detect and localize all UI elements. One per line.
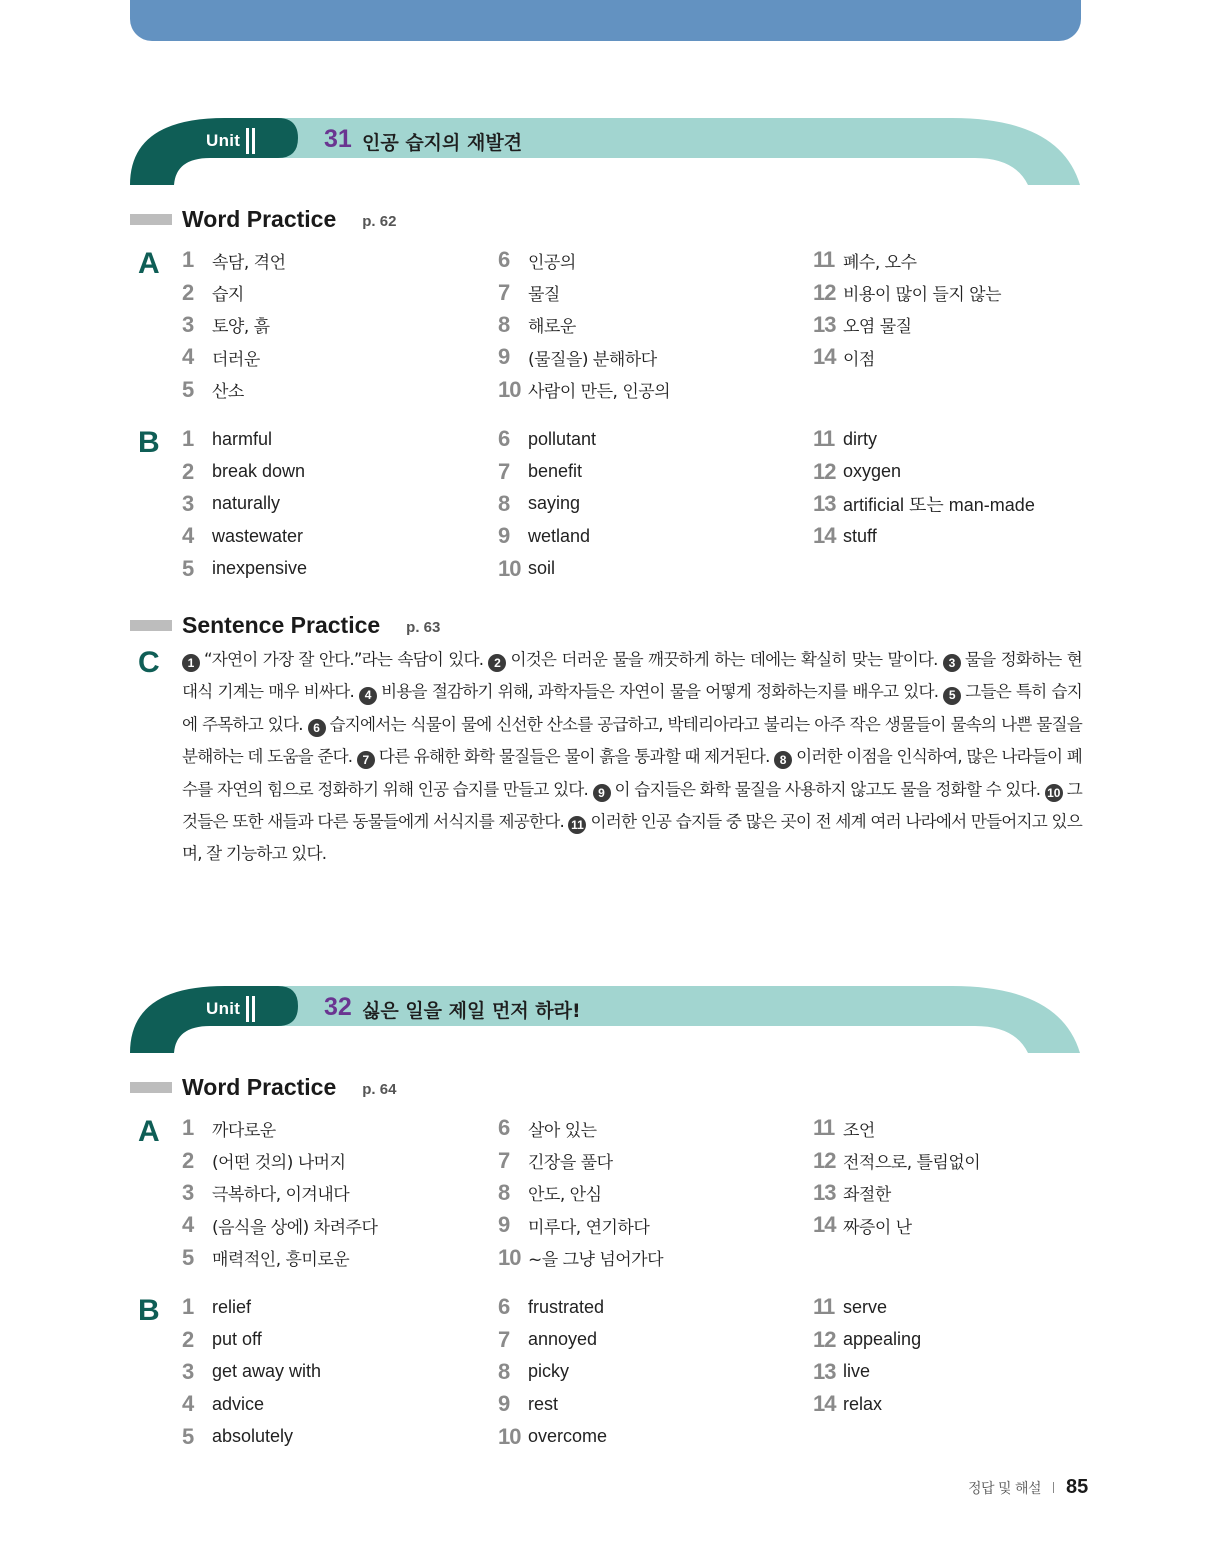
circled-number-icon: 7 xyxy=(357,751,375,769)
list-item: 6 살아 있는 xyxy=(498,1115,597,1141)
list-item: 2 break down xyxy=(182,458,306,484)
list-item: 14 relax xyxy=(813,1391,883,1417)
circled-number-icon: 4 xyxy=(359,687,377,705)
list-item: 12 oxygen xyxy=(813,458,902,484)
section-letter-a: A xyxy=(138,1115,160,1148)
circled-number-icon: 9 xyxy=(593,784,611,802)
list-item: 10 ~을 그냥 넘어가다 xyxy=(498,1244,664,1271)
page-reference: p. 64 xyxy=(362,1080,397,1098)
sentence-practice-heading: Sentence Practice p. 63 xyxy=(130,612,440,639)
unit-banner-shape xyxy=(130,117,1081,185)
list-item: 3 토양, 흙 xyxy=(182,311,270,338)
list-item: 5 absolutely xyxy=(182,1423,294,1449)
sentence: 이 습지들은 화학 물질을 사용하지 않고도 물을 정화할 수 있다. xyxy=(614,779,1041,799)
list-item: 9 rest xyxy=(498,1391,559,1417)
list-item: 8 안도, 안심 xyxy=(498,1179,602,1206)
section-letter-b: B xyxy=(138,426,160,459)
unit-title: 인공 습지의 재발견 xyxy=(362,132,523,154)
list-item: 8 picky xyxy=(498,1358,570,1384)
page-footer xyxy=(968,1476,1088,1499)
list-item: 11 조언 xyxy=(813,1115,875,1141)
list-item: 9 미루다, 연기하다 xyxy=(498,1212,650,1238)
list-item: 2 (어떤 것의) 나머지 xyxy=(182,1147,346,1174)
double-bar-icon xyxy=(246,996,255,1022)
heading-bar xyxy=(130,620,172,631)
list-item: 1 relief xyxy=(182,1294,252,1320)
unit-number: 32 xyxy=(324,993,352,1021)
list-item: 14 짜증이 난 xyxy=(813,1212,912,1238)
footer-divider xyxy=(1053,1482,1054,1493)
unit-number: 31 xyxy=(324,125,352,153)
unit-31-banner xyxy=(130,117,1081,185)
sentence: “자연이 가장 잘 안다.”라는 속담이 있다. xyxy=(204,650,484,669)
circled-number-icon: 5 xyxy=(943,687,961,705)
list-item: 1 harmful xyxy=(182,426,273,452)
page-reference: p. 63 xyxy=(406,618,441,636)
sentence: 그것들은 또한 새들과 다른 동물들에게 서식지를 제공한다. xyxy=(182,779,1082,832)
list-item: 11 serve xyxy=(813,1294,888,1320)
circled-number-icon: 3 xyxy=(943,654,961,672)
list-item: 12 appealing xyxy=(813,1326,922,1352)
list-item: 8 해로운 xyxy=(498,311,576,338)
section-letter-c: C xyxy=(138,646,160,679)
top-header-bar xyxy=(130,0,1081,41)
section-letter-a: A xyxy=(138,247,160,280)
sentence: 비용을 절감하기 위해, 과학자들은 자연이 물을 어떻게 정화하는지를 배우고 있다. xyxy=(381,682,939,702)
page-number: 85 xyxy=(1066,1476,1089,1498)
unit-banner-shape xyxy=(130,985,1081,1053)
circled-number-icon: 6 xyxy=(308,719,326,737)
circled-number-icon: 11 xyxy=(568,816,586,834)
section-letter-b: B xyxy=(138,1294,160,1327)
list-item: 4 wastewater xyxy=(182,523,304,549)
list-item: 5 inexpensive xyxy=(182,555,308,581)
unit-32-banner xyxy=(130,985,1081,1053)
list-item: 7 benefit xyxy=(498,458,583,484)
heading-bar xyxy=(130,1082,172,1093)
list-item: 3 naturally xyxy=(182,490,281,516)
list-item: 1 속담, 격언 xyxy=(182,247,286,273)
list-item: 13 artificial 또는 man-made xyxy=(813,490,1035,516)
list-item: 10 사람이 만든, 인공의 xyxy=(498,376,671,403)
list-item: 4 더러운 xyxy=(182,344,260,370)
list-item: 12 전적으로, 틀림없이 xyxy=(813,1147,981,1174)
word-practice-heading: Word Practice p. 64 xyxy=(130,1074,396,1101)
list-item: 11 폐수, 오수 xyxy=(813,247,917,273)
list-item: 4 (음식을 상에) 차려주다 xyxy=(182,1212,378,1238)
circled-number-icon: 2 xyxy=(488,654,506,672)
sentence-practice-answers xyxy=(182,644,1082,871)
sentence: 물을 정화하는 현대식 기계는 매우 비싸다. xyxy=(182,650,1083,702)
list-item: 3 get away with xyxy=(182,1358,322,1384)
list-item: 2 습지 xyxy=(182,279,244,306)
circled-number-icon: 10 xyxy=(1045,784,1063,802)
footer-label: 정답 및 해설 xyxy=(968,1480,1042,1497)
list-item: 13 live xyxy=(813,1358,871,1384)
list-item: 10 soil xyxy=(498,555,556,581)
sentence: 이러한 인공 습지들 중 많은 곳이 전 세계 여러 나라에서 만들어지고 있으며, 잘 기능하고 있다. xyxy=(182,812,1082,864)
list-item: 6 인공의 xyxy=(498,247,576,273)
list-item: 7 물질 xyxy=(498,279,560,306)
list-item: 2 put off xyxy=(182,1326,262,1352)
list-item: 6 pollutant xyxy=(498,426,597,452)
word-practice-heading: Word Practice p. 62 xyxy=(130,206,396,233)
sentence: 습지에서는 식물이 물에 신선한 산소를 공급하고, 박테리아라고 불리는 아주 작은 생물들이 물속의 나쁜 물질을 분해하는 데 도움을 준다. xyxy=(182,714,1082,767)
circled-number-icon: 8 xyxy=(774,751,792,769)
unit-title: 싫은 일을 제일 먼저 하라! xyxy=(362,1000,581,1022)
heading-bar xyxy=(130,214,172,225)
list-item: 10 overcome xyxy=(498,1423,608,1449)
sentence: 이러한 이점을 인식하여, 많은 나라들이 폐수를 자연의 힘으로 정화하기 위해 인공 습지를 만들고 있다. xyxy=(182,747,1082,799)
list-item: 13 좌절한 xyxy=(813,1179,891,1206)
double-bar-icon xyxy=(246,128,255,154)
sentence: 이것은 더러운 물을 깨끗하게 하는 데에는 확실히 맞는 말이다. xyxy=(510,650,938,669)
list-item: 9 wetland xyxy=(498,523,591,549)
list-item: 14 stuff xyxy=(813,523,877,549)
unit-label: Unit xyxy=(206,128,255,154)
page-reference: p. 62 xyxy=(362,212,397,230)
list-item: 14 이점 xyxy=(813,344,875,370)
list-item: 11 dirty xyxy=(813,426,878,452)
unit-label: Unit xyxy=(206,996,255,1022)
list-item: 13 오염 물질 xyxy=(813,311,912,338)
list-item: 4 advice xyxy=(182,1391,265,1417)
list-item: 1 까다로운 xyxy=(182,1115,276,1141)
list-item: 7 annoyed xyxy=(498,1326,598,1352)
list-item: 5 매력적인, 흥미로운 xyxy=(182,1244,350,1271)
list-item: 6 frustrated xyxy=(498,1294,605,1320)
sentence: 그들은 특히 습지에 주목하고 있다. xyxy=(182,682,1083,734)
list-item: 12 비용이 많이 들지 않는 xyxy=(813,279,1002,306)
circled-number-icon: 1 xyxy=(182,654,200,672)
list-item: 8 saying xyxy=(498,490,581,516)
list-item: 7 긴장을 풀다 xyxy=(498,1147,613,1174)
list-item: 5 산소 xyxy=(182,376,244,403)
list-item: 9 (물질을) 분해하다 xyxy=(498,344,657,370)
list-item: 3 극복하다, 이겨내다 xyxy=(182,1179,350,1206)
sentence: 다른 유해한 화학 물질들은 물이 흙을 통과할 때 제거된다. xyxy=(378,747,770,767)
